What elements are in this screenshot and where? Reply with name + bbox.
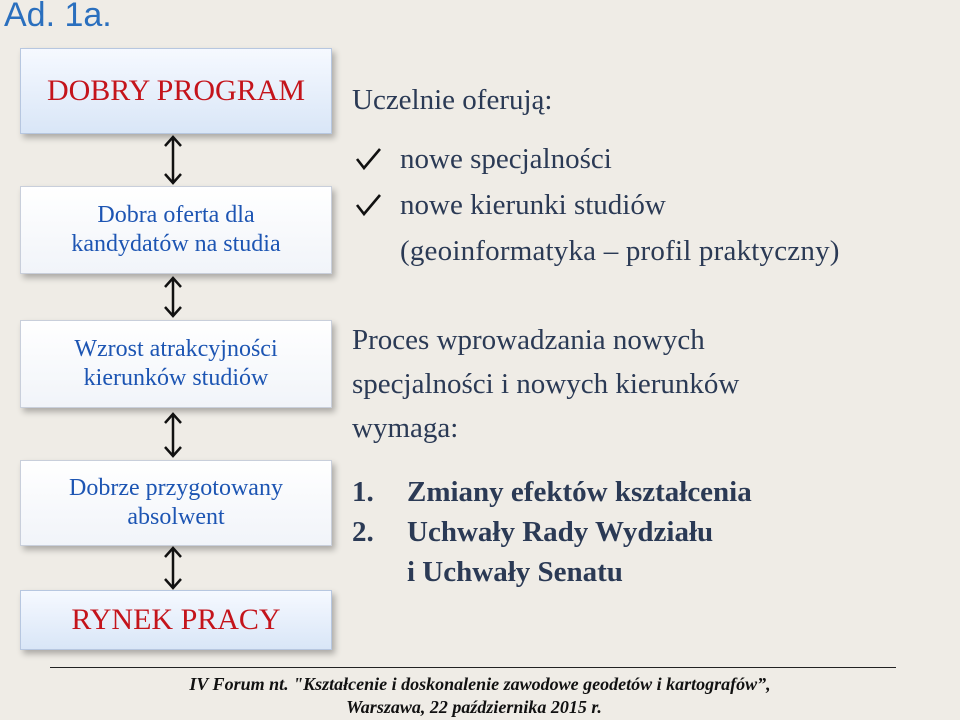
requirements-list [352, 472, 752, 592]
double-arrow-icon [160, 134, 186, 186]
check-item-label: nowe specjalności [400, 143, 612, 175]
box-good-offer-line2: kandydatów na studia [71, 231, 281, 257]
process-paragraph [352, 318, 739, 450]
requirement-item [352, 512, 752, 552]
check-item-subtext: (geoinformatyka – profil praktyczny) [400, 235, 840, 267]
box-attractiveness-line2: kierunków studiów [83, 365, 269, 391]
check-item [352, 182, 840, 228]
checkmark-icon [354, 192, 382, 218]
box-good-offer-line1: Dobra oferta dla [97, 202, 255, 229]
requirement-continuation: i Uchwały Senatu [407, 556, 623, 588]
process-line: specjalności i nowych kierunków [352, 368, 740, 400]
box-good-program-label: DOBRY PROGRAM [46, 74, 306, 107]
box-good-program [20, 48, 332, 134]
box-labor-market-label: RYNEK PRACY [71, 603, 281, 636]
footer-date: Warszawa, 22 października 2015 r. [346, 697, 602, 717]
requirement-number: 2. [352, 516, 374, 548]
requirement-text: Uchwały Rady Wydziału [407, 516, 714, 548]
footer-event: IV Forum nt. "Kształcenie i doskonalenie zawodowe geodetów i kartografów”, [189, 674, 771, 694]
double-arrow-icon [160, 546, 186, 590]
box-labor-market [20, 590, 332, 650]
requirement-text: Zmiany efektów kształcenia [407, 476, 752, 508]
box-graduate-line1: Dobrze przygotowany [69, 475, 283, 502]
box-attractiveness [20, 320, 332, 408]
checkmark-icon [354, 146, 382, 172]
footer-divider [50, 667, 896, 668]
box-graduate [20, 460, 332, 546]
requirement-item [352, 472, 752, 512]
box-graduate-line2: absolwent [127, 504, 225, 530]
box-good-offer [20, 186, 332, 274]
offer-checklist [352, 136, 840, 274]
process-line: wymaga: [352, 412, 459, 444]
requirement-number: 1. [352, 476, 374, 508]
check-item-label: nowe kierunki studiów [400, 189, 666, 221]
slide-title: Ad. 1a. [4, 0, 112, 34]
double-arrow-icon [160, 412, 186, 458]
check-item [352, 136, 840, 182]
offer-heading: Uczelnie oferują: [352, 84, 553, 116]
box-attractiveness-line1: Wzrost atrakcyjności [74, 336, 278, 363]
process-line: Proces wprowadzania nowych [352, 324, 705, 356]
double-arrow-icon [160, 276, 186, 318]
